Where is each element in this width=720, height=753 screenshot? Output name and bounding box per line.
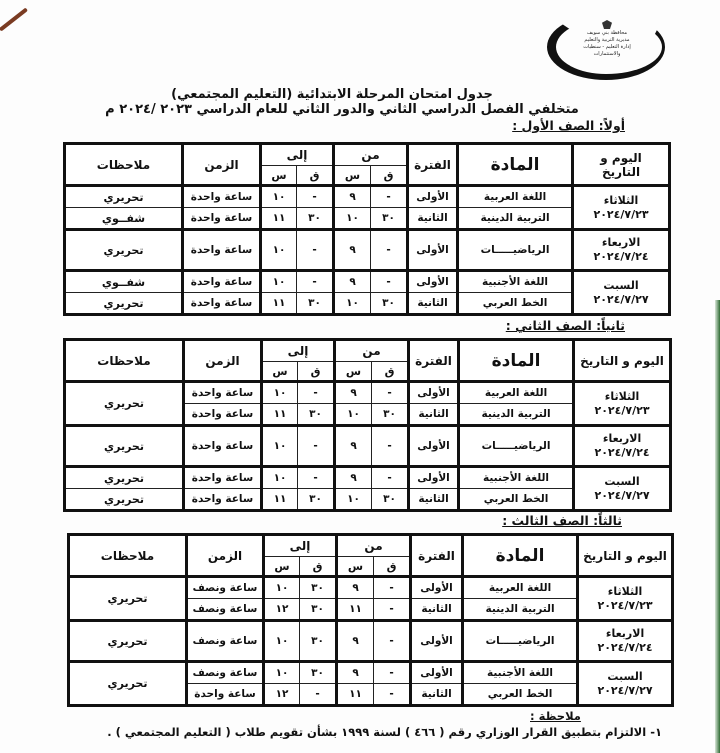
- period-cell: الثانية: [408, 208, 458, 230]
- duration-cell: ساعة واحدة: [183, 208, 261, 230]
- day-date-cell: الثلاثاء ٢٠٢٤/٧/٢٣: [578, 577, 673, 621]
- col-day-date: اليوم و التاريخ: [573, 144, 670, 186]
- col-from: من: [334, 144, 408, 166]
- col-duration: الزمن: [183, 144, 261, 186]
- col-to-minute: ق: [298, 362, 335, 382]
- subject-cell: التربية الدينية: [458, 208, 573, 230]
- from-hour-cell: ٩: [337, 662, 374, 684]
- logo-line-2: مديرية التربية والتعليم: [584, 37, 630, 43]
- table-row: [69, 577, 673, 599]
- to-minute-cell: ٣٠: [298, 404, 335, 426]
- footer-note-label: ملاحظة :: [530, 709, 581, 723]
- grade-1-label: أولاً: الصف الأول :: [512, 118, 625, 133]
- period-cell: الأولى: [408, 271, 458, 293]
- table-row: [69, 621, 673, 662]
- day-date-cell: الثلاثاء ٢٠٢٤/٧/٢٣: [574, 382, 671, 426]
- col-subject: المادة: [458, 144, 573, 186]
- to-minute-cell: ٣٠: [300, 621, 337, 662]
- col-period: الفترة: [409, 340, 459, 382]
- subject-cell: الخط العربي: [463, 684, 578, 706]
- grade-3-label: ثالثاً: الصف الثالث :: [502, 513, 622, 528]
- to-hour-cell: ١٠: [261, 186, 297, 208]
- page-subtitle: متخلفي الفصل الدراسي الثاني والدور الثاني للعام الدراسي ٢٠٢٣ /٢٠٢٤ م: [105, 102, 579, 117]
- day-date-cell: الثلاثاء ٢٠٢٤/٧/٢٣: [573, 186, 670, 230]
- from-minute-cell: -: [371, 186, 408, 208]
- grade-2-schedule-table: [63, 338, 672, 512]
- period-cell: الأولى: [409, 426, 459, 467]
- note-cell: تحريري: [69, 577, 187, 621]
- from-minute-cell: ٣٠: [372, 404, 409, 426]
- subject-cell: التربية الدينية: [459, 404, 574, 426]
- from-hour-cell: ١٠: [334, 208, 371, 230]
- to-hour-cell: ١١: [262, 404, 298, 426]
- col-to: إلى: [264, 535, 337, 557]
- col-notes: ملاحظات: [65, 144, 183, 186]
- from-hour-cell: ٩: [335, 467, 372, 489]
- duration-cell: ساعة واحدة: [184, 382, 262, 404]
- from-minute-cell: -: [372, 426, 409, 467]
- day-date-cell: السبت ٢٠٢٤/٧/٢٧: [574, 467, 671, 511]
- to-hour-cell: ١٠: [261, 230, 297, 271]
- to-minute-cell: -: [297, 186, 334, 208]
- to-hour-cell: ١١: [261, 208, 297, 230]
- subject-cell: الرياضيـــــات: [459, 426, 574, 467]
- period-cell: الأولى: [409, 382, 459, 404]
- day-date-cell: السبت ٢٠٢٤/٧/٢٧: [573, 271, 670, 315]
- to-minute-cell: ٣٠: [297, 208, 334, 230]
- day-date-cell: الاربعاء ٢٠٢٤/٧/٢٤: [574, 426, 671, 467]
- duration-cell: ساعة ونصف: [187, 577, 264, 599]
- duration-cell: ساعة واحدة: [184, 404, 262, 426]
- day-date-cell: الاربعاء ٢٠٢٤/٧/٢٤: [573, 230, 670, 271]
- duration-cell: ساعة واحدة: [184, 426, 262, 467]
- from-hour-cell: ٩: [337, 621, 374, 662]
- from-minute-cell: -: [374, 599, 411, 621]
- to-hour-cell: ١٠: [262, 382, 298, 404]
- from-minute-cell: ٣٠: [371, 293, 408, 315]
- note-cell: شفــوي: [65, 271, 183, 293]
- to-minute-cell: ٣٠: [300, 577, 337, 599]
- col-from-minute: ق: [374, 557, 411, 577]
- grade-2-label: ثانياً: الصف الثاني :: [505, 318, 625, 333]
- to-minute-cell: ٣٠: [297, 293, 334, 315]
- to-minute-cell: -: [300, 684, 337, 706]
- col-day-date: اليوم و التاريخ: [578, 535, 673, 577]
- from-hour-cell: ١١: [337, 684, 374, 706]
- day-date-cell: الاربعاء ٢٠٢٤/٧/٢٤: [578, 621, 673, 662]
- to-minute-cell: -: [297, 230, 334, 271]
- footer-note-1: ١- الالتزام بتطبيق القرار الوزاري رقم ( ٤٦٦ ) لسنة ١٩٩٩ بشأن تقويم طلاب ( التعليم المجتمعي ) .: [107, 725, 662, 739]
- note-cell: تحريري: [65, 382, 184, 426]
- period-cell: الأولى: [409, 467, 459, 489]
- duration-cell: ساعة ونصف: [187, 599, 264, 621]
- to-minute-cell: ٣٠: [298, 489, 335, 511]
- ministry-logo: [547, 14, 665, 80]
- duration-cell: ساعة ونصف: [187, 662, 264, 684]
- from-minute-cell: -: [374, 662, 411, 684]
- table-row: [65, 271, 670, 293]
- from-hour-cell: ١١: [337, 599, 374, 621]
- period-cell: الأولى: [411, 662, 463, 684]
- period-cell: الثانية: [411, 684, 463, 706]
- duration-cell: ساعة واحدة: [183, 293, 261, 315]
- period-cell: الأولى: [411, 621, 463, 662]
- period-cell: الثانية: [409, 404, 459, 426]
- to-minute-cell: -: [298, 382, 335, 404]
- note-cell: شفــوي: [65, 208, 183, 230]
- table-row: [65, 467, 671, 489]
- col-period: الفترة: [411, 535, 463, 577]
- from-hour-cell: ٩: [334, 186, 371, 208]
- note-cell: تحريري: [65, 230, 183, 271]
- duration-cell: ساعة واحدة: [184, 489, 262, 511]
- to-minute-cell: -: [298, 426, 335, 467]
- to-hour-cell: ١٠: [264, 621, 300, 662]
- col-duration: الزمن: [187, 535, 264, 577]
- from-hour-cell: ٩: [334, 230, 371, 271]
- note-cell: تحريري: [65, 489, 184, 511]
- from-minute-cell: -: [374, 621, 411, 662]
- to-hour-cell: ١٠: [264, 577, 300, 599]
- subject-cell: الرياضيـــــات: [458, 230, 573, 271]
- day-date-cell: السبت ٢٠٢٤/٧/٢٧: [578, 662, 673, 706]
- col-from-hour: س: [337, 557, 374, 577]
- to-hour-cell: ١٠: [262, 467, 298, 489]
- page-title: جدول امتحان المرحلة الابتدائية (التعليم المجتمعي): [171, 87, 493, 102]
- col-duration: الزمن: [184, 340, 262, 382]
- from-minute-cell: -: [374, 684, 411, 706]
- subject-cell: اللغة العربية: [459, 382, 574, 404]
- col-to-hour: س: [261, 166, 297, 186]
- table-row: [65, 426, 671, 467]
- period-cell: الثانية: [411, 599, 463, 621]
- note-cell: تحريري: [65, 426, 184, 467]
- subject-cell: الرياضيـــــات: [463, 621, 578, 662]
- col-to-hour: س: [262, 362, 298, 382]
- col-from: من: [335, 340, 409, 362]
- table-row: [65, 382, 671, 404]
- period-cell: الثانية: [409, 489, 459, 511]
- logo-line-1: محافظة بني سويف: [586, 30, 628, 36]
- from-hour-cell: ٩: [335, 382, 372, 404]
- col-subject: المادة: [459, 340, 574, 382]
- period-cell: الأولى: [408, 186, 458, 208]
- col-to: إلى: [261, 144, 334, 166]
- period-cell: الثانية: [408, 293, 458, 315]
- from-minute-cell: -: [372, 382, 409, 404]
- note-cell: تحريري: [69, 621, 187, 662]
- grade-3-schedule-table: [67, 533, 674, 707]
- to-minute-cell: -: [297, 271, 334, 293]
- subject-cell: اللغة العربية: [458, 186, 573, 208]
- to-minute-cell: ٣٠: [300, 662, 337, 684]
- grade-1-schedule-table: [63, 142, 671, 316]
- to-hour-cell: ١٢: [264, 684, 300, 706]
- duration-cell: ساعة واحدة: [187, 684, 264, 706]
- col-to-minute: ق: [297, 166, 334, 186]
- note-cell: تحريري: [65, 186, 183, 208]
- col-to-minute: ق: [300, 557, 337, 577]
- from-hour-cell: ٩: [335, 426, 372, 467]
- to-hour-cell: ١٠: [264, 662, 300, 684]
- from-minute-cell: -: [371, 230, 408, 271]
- subject-cell: اللغة الأجنبية: [463, 662, 578, 684]
- page-edge-strip: [715, 300, 720, 753]
- col-from: من: [337, 535, 411, 557]
- logo-text: [571, 20, 643, 58]
- to-hour-cell: ١١: [261, 293, 297, 315]
- to-minute-cell: -: [298, 467, 335, 489]
- subject-cell: الخط العربي: [459, 489, 574, 511]
- to-hour-cell: ١٢: [264, 599, 300, 621]
- from-hour-cell: ١٠: [335, 489, 372, 511]
- subject-cell: الخط العربي: [458, 293, 573, 315]
- note-cell: تحريري: [65, 293, 183, 315]
- from-minute-cell: ٣٠: [371, 208, 408, 230]
- subject-cell: اللغة الأجنبية: [458, 271, 573, 293]
- col-notes: ملاحظات: [69, 535, 187, 577]
- to-minute-cell: ٣٠: [300, 599, 337, 621]
- to-hour-cell: ١١: [262, 489, 298, 511]
- from-minute-cell: -: [371, 271, 408, 293]
- period-cell: الأولى: [411, 577, 463, 599]
- duration-cell: ساعة ونصف: [187, 621, 264, 662]
- subject-cell: اللغة العربية: [463, 577, 578, 599]
- duration-cell: ساعة واحدة: [183, 271, 261, 293]
- logo-line-3: إدارة التعليم - سنطيات والاستثمارات: [583, 44, 631, 57]
- pen-mark-decoration: [0, 7, 28, 31]
- subject-cell: التربية الدينية: [463, 599, 578, 621]
- col-period: الفترة: [408, 144, 458, 186]
- table-row: [65, 230, 670, 271]
- from-minute-cell: -: [374, 577, 411, 599]
- note-cell: تحريري: [65, 467, 184, 489]
- table-row: [65, 186, 670, 208]
- from-hour-cell: ١٠: [334, 293, 371, 315]
- col-to: إلى: [262, 340, 335, 362]
- col-day-date: اليوم و التاريخ: [574, 340, 671, 382]
- from-minute-cell: ٣٠: [372, 489, 409, 511]
- eagle-emblem-icon: [602, 20, 612, 29]
- subject-cell: اللغة الأجنبية: [459, 467, 574, 489]
- duration-cell: ساعة واحدة: [184, 467, 262, 489]
- to-hour-cell: ١٠: [262, 426, 298, 467]
- to-hour-cell: ١٠: [261, 271, 297, 293]
- col-from-hour: س: [335, 362, 372, 382]
- note-cell: تحريري: [69, 662, 187, 706]
- col-from-minute: ق: [372, 362, 409, 382]
- col-to-hour: س: [264, 557, 300, 577]
- col-from-minute: ق: [371, 166, 408, 186]
- table-row: [69, 662, 673, 684]
- from-minute-cell: -: [372, 467, 409, 489]
- from-hour-cell: ١٠: [335, 404, 372, 426]
- from-hour-cell: ٩: [334, 271, 371, 293]
- col-notes: ملاحظات: [65, 340, 184, 382]
- duration-cell: ساعة واحدة: [183, 230, 261, 271]
- from-hour-cell: ٩: [337, 577, 374, 599]
- duration-cell: ساعة واحدة: [183, 186, 261, 208]
- col-subject: المادة: [463, 535, 578, 577]
- col-from-hour: س: [334, 166, 371, 186]
- period-cell: الأولى: [408, 230, 458, 271]
